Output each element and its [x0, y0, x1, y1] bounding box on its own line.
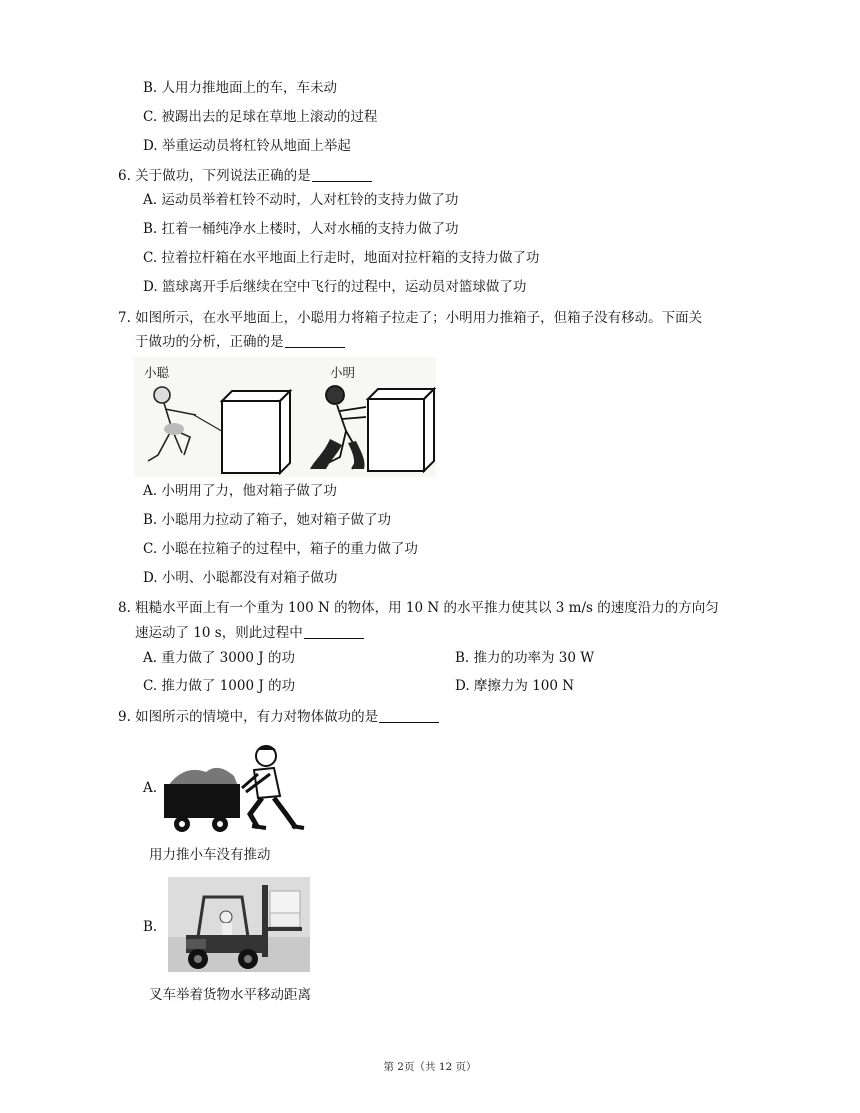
answer-blank	[285, 333, 345, 348]
q8-option-b: B. 推力的功率为 30 W	[455, 650, 595, 666]
q7-stem-line1: 7. 如图所示，在水平地面上，小聪用力将箱子拉走了；小明用力推箱子，但箱子没有移动。下面关	[118, 310, 703, 326]
cart-pushing-illustration	[162, 742, 306, 834]
answer-blank	[312, 167, 372, 182]
figure-label-xiaoming: 小明	[330, 365, 356, 380]
q8-option-c: C. 推力做了 1000 J 的功	[143, 678, 296, 694]
q9-stem: 9. 如图所示的情境中，有力对物体做功的是	[118, 708, 439, 726]
q8-option-a: A. 重力做了 3000 J 的功	[143, 650, 295, 666]
q9-option-b-letter: B.	[143, 919, 158, 935]
q5-option-c: C. 被踢出去的足球在草地上滚动的过程	[143, 109, 378, 125]
q9-option-a-image	[162, 742, 306, 834]
q7-option-d: D. 小明、小聪都没有对箱子做功	[143, 570, 338, 586]
q5-option-b: B. 人用力推地面上的车，车未动	[143, 80, 338, 96]
q8-stem-line1: 8. 粗糙水平面上有一个重为 100 N 的物体，用 10 N 的水平推力使其以 3 m/s 的速度沿力的方向匀	[118, 600, 719, 616]
page-footer: 第 2页（共 12 页）	[383, 1061, 477, 1073]
q9-option-a-letter: A.	[143, 780, 158, 796]
q9-option-a-caption: 用力推小车没有推动	[149, 847, 271, 863]
q6-option-c: C. 拉着拉杆箱在水平地面上行走时，地面对拉杆箱的支持力做了功	[143, 250, 540, 266]
q9-option-b-caption: 叉车举着货物水平移动距离	[149, 987, 311, 1003]
figure-label-xiaocong: 小聪	[144, 365, 170, 380]
q6-option-b: B. 扛着一桶纯净水上楼时，人对水桶的支持力做了功	[143, 221, 459, 237]
q9-option-b-image	[168, 877, 310, 972]
q7-illustration	[134, 357, 436, 477]
answer-blank	[304, 624, 364, 639]
q6-option-d: D. 篮球离开手后继续在空中飞行的过程中，运动员对篮球做了功	[143, 279, 527, 295]
q6-option-a: A. 运动员举着杠铃不动时，人对杠铃的支持力做了功	[143, 192, 459, 208]
q8-option-d: D. 摩擦力为 100 N	[455, 678, 575, 694]
q7-option-b: B. 小聪用力拉动了箱子，她对箱子做了功	[143, 512, 392, 528]
q5-option-d: D. 举重运动员将杠铃从地面上举起	[143, 138, 351, 154]
q6-stem: 6. 关于做功，下列说法正确的是	[118, 167, 372, 185]
q7-stem-line2: 于做功的分析，正确的是	[135, 333, 345, 351]
q7-option-a: A. 小明用了力，他对箱子做了功	[143, 483, 337, 499]
q8-stem-line2: 速运动了 10 s，则此过程中	[135, 624, 364, 642]
forklift-illustration	[168, 877, 310, 972]
q7-figure	[134, 357, 436, 477]
q7-option-c: C. 小聪在拉箱子的过程中，箱子的重力做了功	[143, 541, 418, 557]
answer-blank	[379, 708, 439, 723]
